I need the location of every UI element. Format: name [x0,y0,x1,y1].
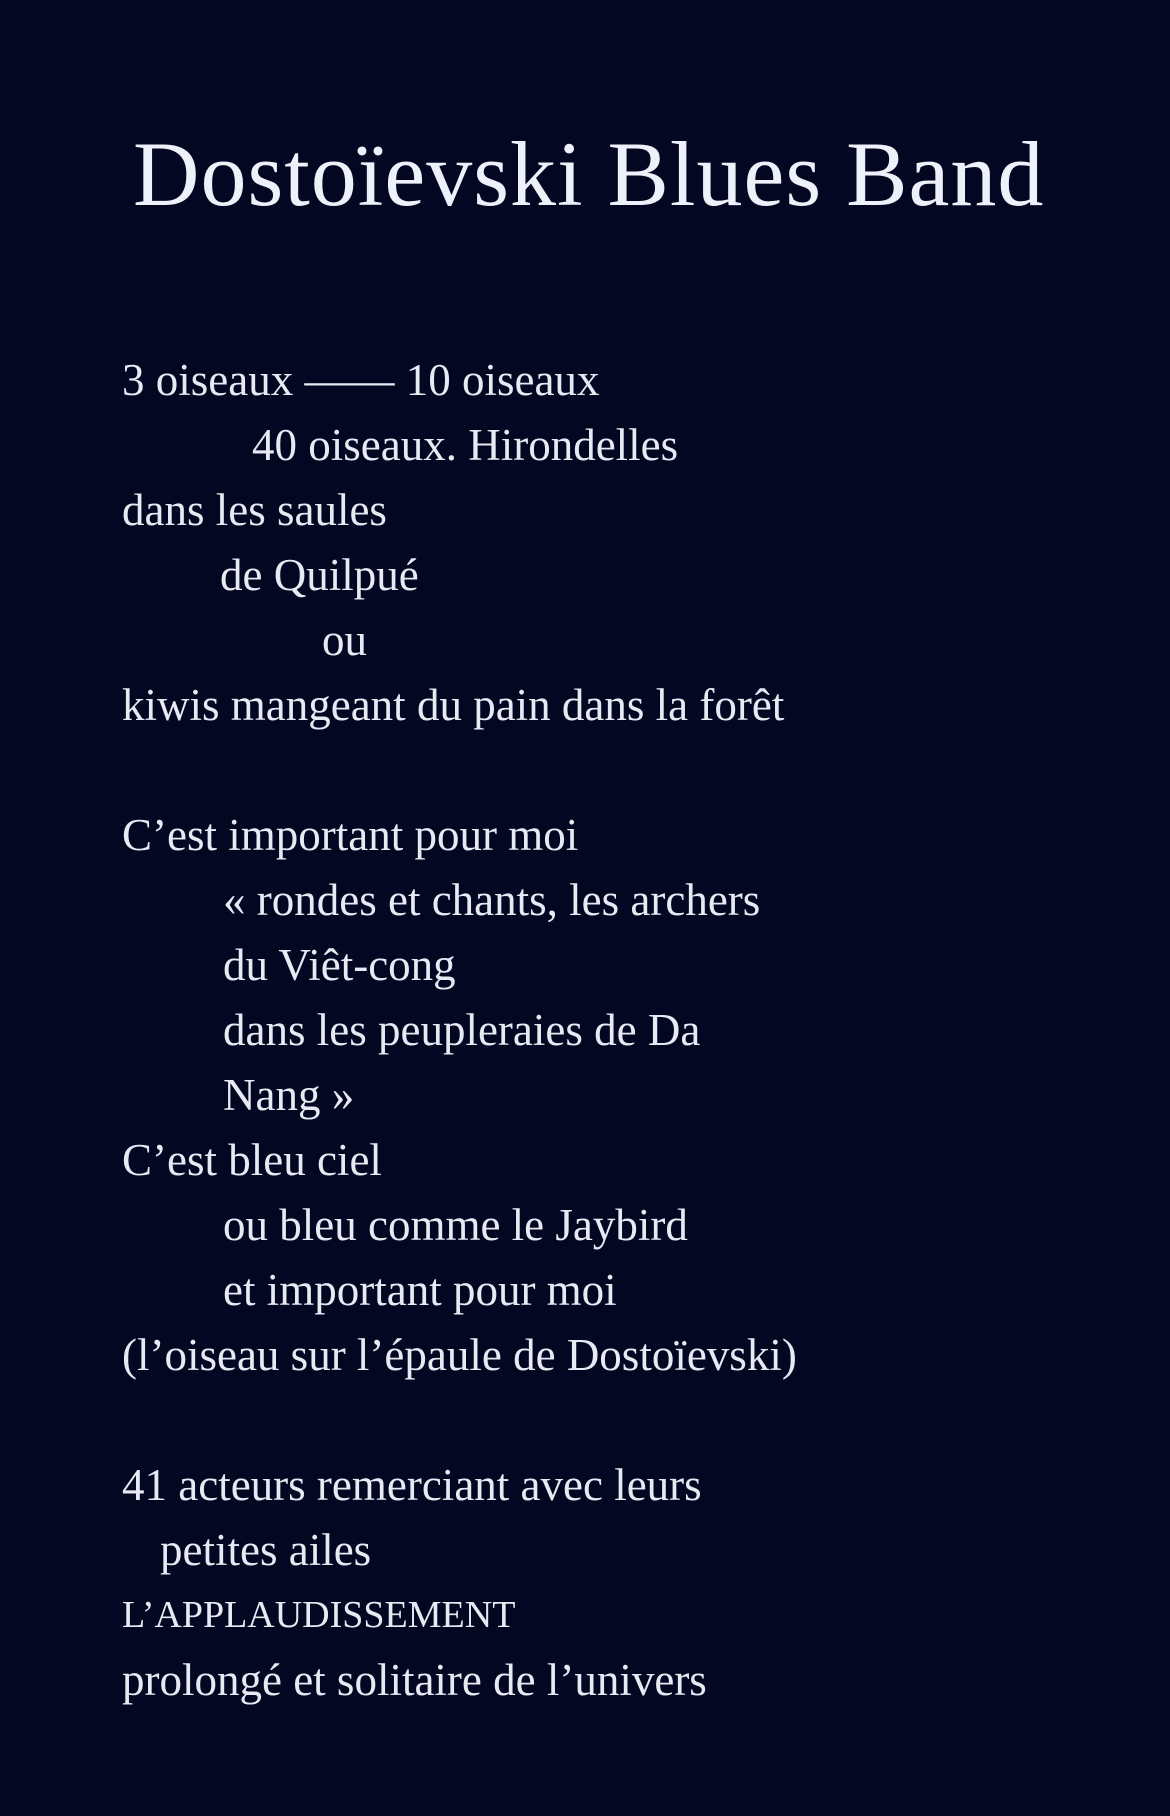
poem-line: petites ailes [160,1525,372,1575]
poem-line: prolongé et solitaire de l’univers [122,1655,707,1705]
poem-line: du Viêt-cong [223,940,456,990]
poem-line: Nang » [223,1070,355,1120]
poem-body [122,348,1170,1713]
poem-line: kiwis mangeant du pain dans la forêt [122,680,785,730]
poem-line: ou [322,615,367,665]
poem-line: C’est important pour moi [122,810,579,860]
poem-line: (l’oiseau sur l’épaule de Dostoïevski) [122,1330,797,1380]
poem-line: et important pour moi [223,1265,617,1315]
poem-line: dans les peupleraies de Da [223,1005,701,1055]
poem-line: dans les saules [122,485,387,535]
poem-line: 41 acteurs remerciant avec leurs [122,1460,702,1510]
poem-line: 3 oiseaux —— 10 oiseaux [122,355,600,405]
poem-title: Dostoïevski Blues Band [133,123,1045,225]
poem-line: « rondes et chants, les archers [223,875,761,925]
poem-line: 40 oiseaux. Hirondelles [252,420,679,470]
poem-line: C’est bleu ciel [122,1135,382,1185]
poem-line: L’APPLAUDISSEMENT [122,1594,516,1636]
poem-line: de Quilpué [220,550,419,600]
poem-line: ou bleu comme le Jaybird [223,1200,688,1250]
